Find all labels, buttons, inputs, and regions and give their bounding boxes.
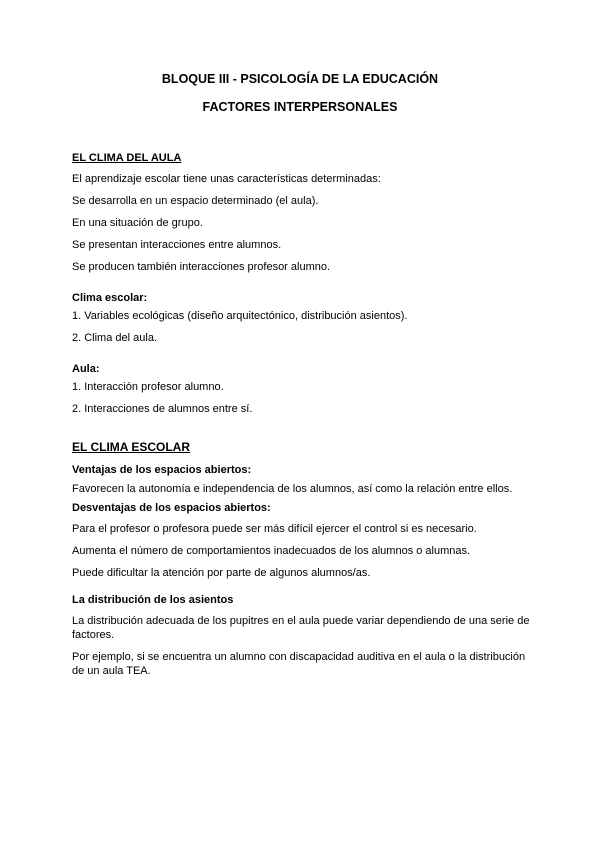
list-item: Se producen también interacciones profesor alumno.: [72, 261, 331, 273]
paragraph: La distribución adecuada de los pupitres en el aula puede variar dependiendo de una serie de factores.: [72, 615, 530, 641]
list-item: Para el profesor o profesora puede ser más difícil ejercer el control si es necesario.: [72, 523, 477, 535]
clima-escolar-list: [72, 309, 532, 345]
paragraph: Por ejemplo, si se encuentra un alumno con discapacidad auditiva en el aula o la distribución de un aula TEA.: [72, 651, 526, 677]
list-item: Se presentan interacciones entre alumnos.: [72, 239, 282, 251]
document-title: BLOQUE III - PSICOLOGÍA DE LA EDUCACIÓN: [161, 72, 439, 86]
section-heading-clima-aula: EL CLIMA DEL AULA: [72, 152, 182, 164]
list-item: 1. Interacción profesor alumno.: [72, 381, 224, 393]
ventajas-text: Favorecen la autonomía e independencia de los alumnos, así como la relación entre ellos.: [72, 483, 513, 495]
distribucion-paragraphs: [72, 614, 532, 678]
list-item: 2. Interacciones de alumnos entre sí.: [72, 403, 253, 415]
subheading-distribucion: La distribución de los asientos: [72, 594, 234, 606]
subheading-clima-escolar: Clima escolar:: [72, 292, 148, 304]
document-body: [72, 152, 532, 678]
desventajas-list: [72, 522, 532, 580]
characteristics-list: [72, 194, 532, 274]
section-heading-clima-escolar: EL CLIMA ESCOLAR: [72, 440, 191, 454]
section-intro: El aprendizaje escolar tiene unas características determinadas:: [72, 173, 381, 185]
list-item: 2. Clima del aula.: [72, 332, 157, 344]
list-item: 1. Variables ecológicas (diseño arquitectónico, distribución asientos).: [72, 310, 408, 322]
list-item: Aumenta el número de comportamientos inadecuados de los alumnos o alumnas.: [72, 545, 471, 557]
list-item: En una situación de grupo.: [72, 217, 203, 229]
list-item: Puede dificultar la atención por parte de algunos alumnos/as.: [72, 567, 371, 579]
subheading-aula: Aula:: [72, 363, 100, 375]
document-subtitle: FACTORES INTERPERSONALES: [202, 100, 398, 114]
subheading-desventajas: Desventajas de los espacios abiertos:: [72, 502, 271, 514]
aula-list: [72, 380, 532, 416]
subheading-ventajas: Ventajas de los espacios abiertos:: [72, 464, 252, 476]
list-item: Se desarrolla en un espacio determinado (el aula).: [72, 195, 319, 207]
